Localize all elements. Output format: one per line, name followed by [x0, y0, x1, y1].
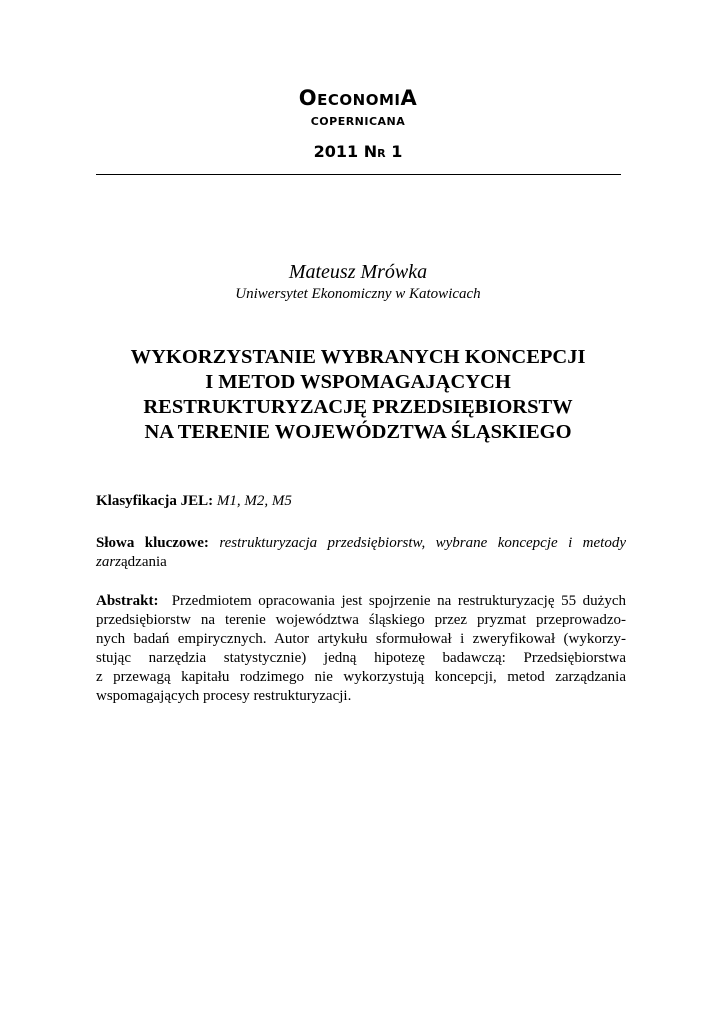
- abstract-line: z przewagą kapitału rodzimego nie wykorzystują koncepcji, metod zarządzania: [96, 669, 626, 685]
- abstract-line: wspomagających procesy restrukturyzacji.: [96, 688, 352, 704]
- abstract-label: Abstrakt:: [96, 593, 159, 609]
- abstract-line: przedsiębiorstw na terenie województwa śląskiego przez pryzmat przeprowadzo-: [96, 612, 626, 628]
- title-line: RESTRUKTURYZACJĘ PRZEDSIĘBIORSTW: [143, 396, 573, 418]
- journal-name: OeconomiA: [298, 86, 418, 110]
- keywords-value-continued: zarz: [96, 554, 122, 570]
- keywords-line-1: [96, 534, 626, 553]
- abstract-line: stując narzędzia statystycznie) jedną hipotezę badawczą: Przedsiębiorstwa: [96, 650, 626, 666]
- jel-value: M1, M2, M5: [216, 493, 292, 509]
- abstract-line: [96, 592, 626, 611]
- header-divider: [96, 174, 621, 175]
- keywords-line-2: [96, 553, 626, 572]
- title-line: NA TERENIE WOJEWÓDZTWA ŚLĄSKIEGO: [144, 421, 572, 443]
- author-name: Mateusz Mrówka: [288, 261, 428, 283]
- abstract-text: Przedmiotem opracowania jest spojrzenie na restrukturyzację 55 dużych: [171, 593, 626, 609]
- journal-issue: 2011 Nr 1: [313, 142, 403, 161]
- keywords-section: [96, 534, 626, 572]
- article-title: [96, 345, 620, 445]
- journal-subtitle: copernicana: [310, 111, 406, 129]
- keywords-value-tail: ądzania: [121, 554, 167, 570]
- journal-header: [96, 86, 620, 161]
- abstract-section: [96, 592, 626, 706]
- jel-classification: [96, 492, 626, 511]
- abstract-line: nych badań empirycznych. Autor artykułu sformułował i zweryfikował (wykorzy-: [96, 631, 626, 647]
- author-affiliation: Uniwersytet Ekonomiczny w Katowicach: [235, 286, 481, 302]
- keywords-value: restrukturyzacja przedsiębiorstw, wybrane koncepcje i metody: [219, 535, 626, 551]
- title-line: WYKORZYSTANIE WYBRANYCH KONCEPCJI: [130, 346, 586, 368]
- jel-label: Klasyfikacja JEL:: [96, 493, 214, 509]
- title-line: I METOD WSPOMAGAJĄCYCH: [205, 371, 511, 393]
- keywords-label: Słowa kluczowe:: [96, 535, 209, 551]
- author-block: [96, 260, 620, 303]
